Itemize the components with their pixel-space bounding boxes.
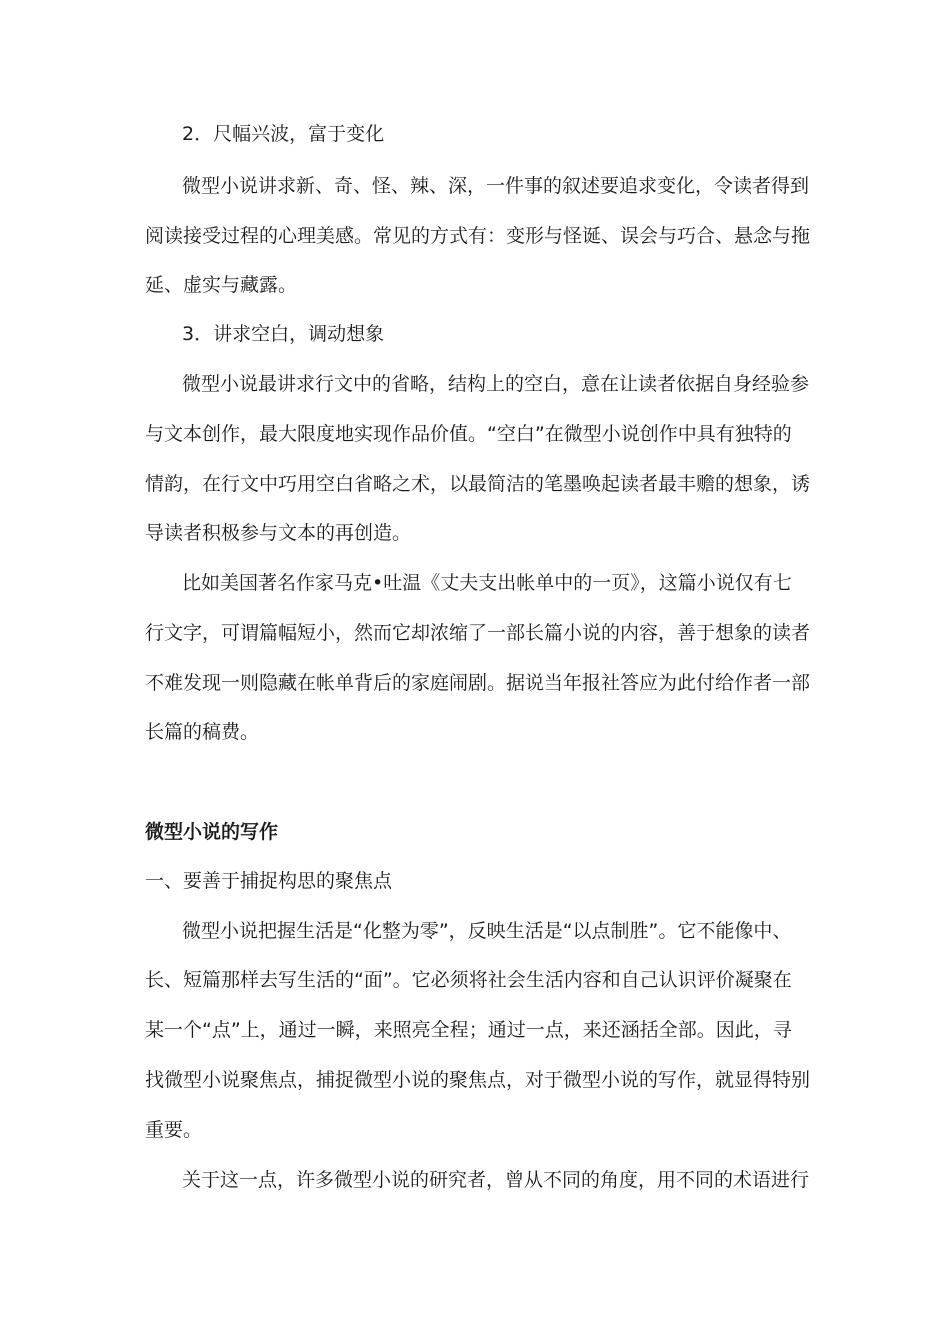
paragraph-line: 比如美国著名作家马克•吐温《丈夫支出帐单中的一页》，这篇小说仅有七 xyxy=(182,572,792,594)
paragraph-line: 某一个“点”上，通过一瞬，来照亮全程；通过一点，来还涵括全部。因此，寻 xyxy=(145,1019,792,1041)
paragraph-line: 长、短篇那样去写生活的“面”。它必须将社会生活内容和自己认识评价凝聚在 xyxy=(145,969,792,991)
subheading-2: 2．尺幅兴波，富于变化 xyxy=(182,123,385,145)
paragraph-line: 与文本创作，最大限度地实现作品价值。“空白”在微型小说创作中具有独特的 xyxy=(145,423,792,445)
paragraph-line: 微型小说把握生活是“化整为零”，反映生活是“以点制胜”。它不能像中、 xyxy=(182,920,792,942)
paragraph-line: 微型小说最讲求行文中的省略，结构上的空白，意在让读者依据自身经验参 xyxy=(182,373,810,395)
paragraph-line: 长篇的稿费。 xyxy=(145,721,260,743)
paragraph-line: 找微型小说聚焦点，捕捉微型小说的聚焦点，对于微型小说的写作，就显得特别 xyxy=(145,1069,810,1091)
paragraph-line: 重要。 xyxy=(145,1119,203,1141)
paragraph-line: 情韵，在行文中巧用空白省略之术，以最简洁的笔墨唤起读者最丰赡的想象，诱 xyxy=(145,473,810,495)
paragraph-line: 延、虚实与藏露。 xyxy=(145,274,298,296)
paragraph-line: 微型小说讲求新、奇、怪、辣、深，一件事的叙述要追求变化，令读者得到 xyxy=(182,175,810,197)
subheading-3: 3．讲求空白，调动想象 xyxy=(182,323,385,345)
paragraph-line: 阅读接受过程的心理美感。常见的方式有：变形与怪诞、误会与巧合、悬念与拖 xyxy=(145,225,810,247)
paragraph-line: 不难发现一则隐藏在帐单背后的家庭闹剧。据说当年报社答应为此付给作者一部 xyxy=(145,672,810,694)
paragraph-line: 行文字，可谓篇幅短小，然而它却浓缩了一部长篇小说的内容，善于想象的读者 xyxy=(145,622,810,644)
paragraph-line: 关于这一点，许多微型小说的研究者，曾从不同的角度，用不同的术语进行 xyxy=(182,1169,810,1191)
paragraph-line: 导读者积极参与文本的再创造。 xyxy=(145,522,412,544)
section-subheading-1: 一、要善于捕捉构思的聚焦点 xyxy=(145,870,393,892)
section-title: 微型小说的写作 xyxy=(145,821,279,843)
